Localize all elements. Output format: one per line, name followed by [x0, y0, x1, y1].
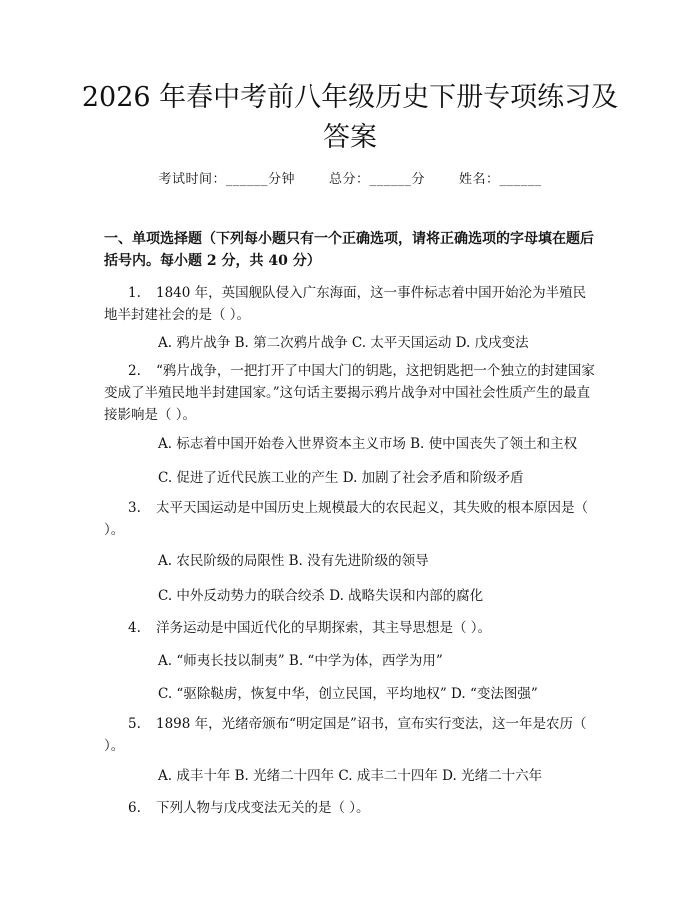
question-text: 洋务运动是中国近代化的早期探索，其主导思想是（ ）。 [156, 620, 492, 636]
question-3-options-row-2: C. 中外反动势力的联合绞杀 D. 战略失误和内部的腐化 [158, 588, 484, 604]
question-number: 4. [128, 620, 141, 636]
exam-time-field: 考试时间：______分钟 [158, 172, 295, 187]
question-5 [104, 713, 598, 757]
question-4-options-row-1: A. “师夷长技以制夷” B. “中学为体，西学为用” [158, 653, 443, 669]
question-text: 太平天国运动是中国历史上规模最大的农民起义，其失败的根本原因是（ ）。 [104, 500, 588, 538]
question-number: 5. [128, 716, 141, 732]
question-1 [104, 282, 598, 326]
total-score-field: 总分：______分 [328, 172, 425, 187]
question-2-options-row-2: C. 促进了近代民族工业的产生 D. 加剧了社会矛盾和阶级矛盾 [158, 470, 524, 486]
question-1-options: A. 鸦片战争 B. 第二次鸦片战争 C. 太平天国运动 D. 戊戌变法 [158, 335, 529, 351]
student-name-field: 姓名：______ [459, 172, 542, 187]
question-text: 1840 年，英国舰队侵入广东海面，这一事件标志着中国开始沦为半殖民地半封建社会的是（ ）。 [104, 285, 587, 323]
question-number: 2. [128, 363, 141, 379]
title-line-1: 2026 年春中考前八年级历史下册专项练习及 [81, 82, 619, 113]
question-3-options-row-1: A. 农民阶级的局限性 B. 没有先进阶级的领导 [158, 553, 429, 569]
question-5-options: A. 成丰十年 B. 光绪二十四年 C. 成丰二十四年 D. 光绪二十六年 [158, 768, 543, 784]
question-2 [104, 360, 598, 426]
question-number: 3. [128, 500, 141, 516]
question-6 [104, 797, 598, 819]
exam-info-line [0, 168, 700, 187]
section-heading: 一、单项选择题（下列每小题只有一个正确选项，请将正确选项的字母填在题后括号内。每小题 2 分，共 40 分） [104, 231, 594, 269]
question-text: 下列人物与戊戌变法无关的是（ ）。 [156, 800, 370, 816]
question-4 [104, 617, 598, 639]
question-text: “鸦片战争，一把打开了中国大门的钥匙，这把钥匙把一个独立的封建国家变成了半殖民地半封建国家。”这句话主要揭示鸦片战争对中国社会性质产生的最直接影响是（ ）。 [104, 363, 595, 423]
document-title [60, 78, 640, 158]
question-text: 1898 年，光绪帝颁布“明定国是”诏书，宣布实行变法，这一年是农历（ ）。 [104, 716, 587, 754]
question-number: 1. [128, 285, 141, 301]
question-2-options-row-1: A. 标志着中国开始卷入世界资本主义市场 B. 使中国丧失了领土和主权 [158, 436, 578, 452]
question-3 [104, 497, 598, 541]
question-4-options-row-2: C. “驱除鞑虏，恢复中华，创立民国，平均地权” D. “变法图强” [158, 686, 538, 702]
title-line-2: 答案 [323, 122, 377, 153]
question-number: 6. [128, 800, 141, 816]
